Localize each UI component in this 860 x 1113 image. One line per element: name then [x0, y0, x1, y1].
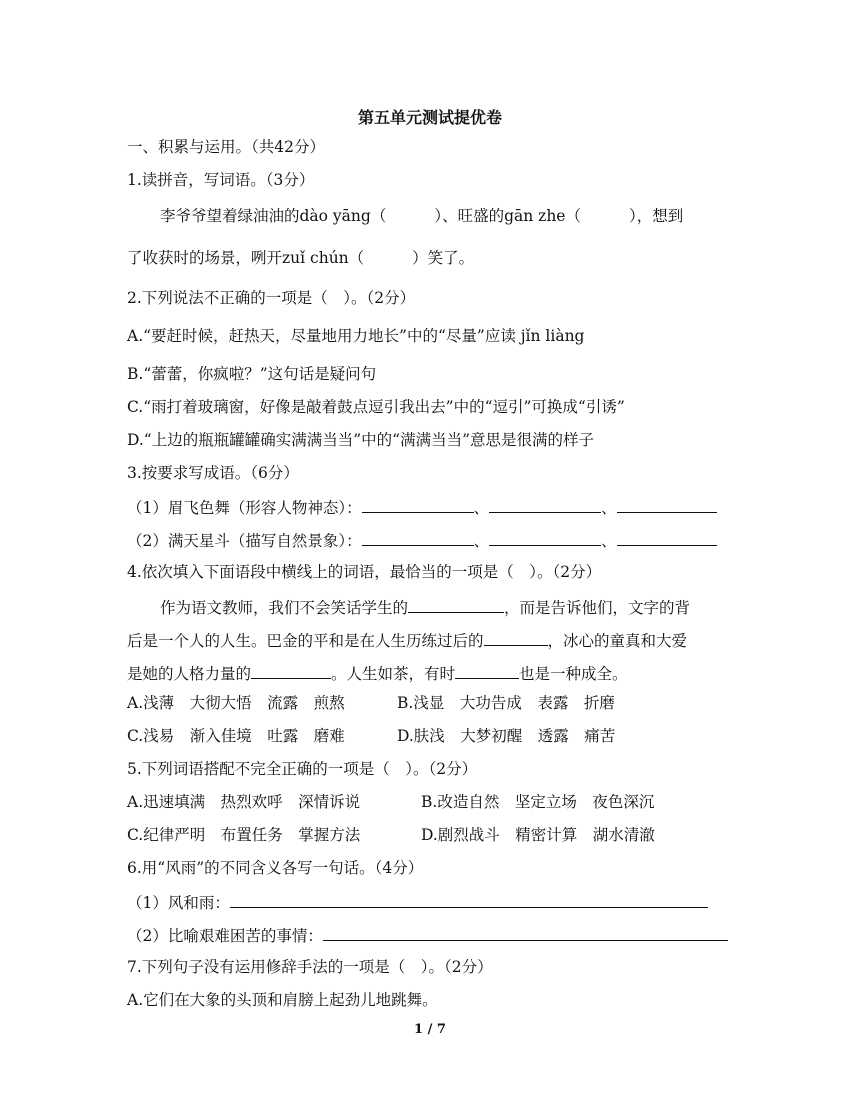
- question-1-line-2: [127, 248, 474, 268]
- q1-text-b: ）、旺盛的gān zhe（: [434, 207, 581, 225]
- q3-separator: 、: [473, 499, 490, 517]
- q4-passage-text: 。人生如茶，有时: [331, 665, 456, 683]
- q5-option-c: C.纪律严明 布置任务 掌握方法: [127, 826, 361, 844]
- question-1-line-1: [160, 206, 683, 226]
- q5-option-b: B.改造自然 坚定立场 夜色深沉: [421, 793, 655, 811]
- question-6-line-2: [127, 924, 728, 946]
- q5-option-d: D.剧烈战斗 精密计算 湖水清澈: [421, 826, 655, 844]
- q4-passage-text: 是她的人格力量的: [127, 665, 252, 683]
- q3-separator: 、: [601, 499, 617, 517]
- q4-passage-line-3: [127, 662, 628, 684]
- q3-answer-blank[interactable]: [489, 496, 601, 513]
- question-2-heading: 2.下列说法不正确的一项是（ ）。（2分）: [127, 289, 416, 307]
- q4-blank-1[interactable]: [408, 596, 504, 613]
- question-3-line-2: [127, 529, 717, 551]
- question-6-heading: 6.用“风雨”的不同含义各写一句话。（4分）: [127, 859, 424, 877]
- q3-answer-blank[interactable]: [489, 529, 601, 546]
- q3-answer-blank[interactable]: [617, 529, 717, 546]
- question-4-heading: 4.依次填入下面语段中横线上的词语，最恰当的一项是（ ）。（2分）: [127, 563, 602, 581]
- question-1-heading: 1.读拼音，写词语。（3分）: [127, 171, 315, 189]
- q4-option-b: B.浅显 大功告成 表露 折磨: [397, 694, 615, 712]
- q2-option-d: D.“上边的瓶瓶罐罐确实满满当当”中的“满满当当”意思是很满的样子: [127, 431, 595, 449]
- q1-text-a: 李爷爷望着绿油油的dào yāng（: [160, 207, 387, 225]
- q2-option-c: C.“雨打着玻璃窗，好像是敲着鼓点逗引我出去”中的“逗引”可换成“引诱”: [127, 398, 625, 416]
- question-7-heading: 7.下列句子没有运用修辞手法的一项是（ ）。（2分）: [127, 958, 493, 976]
- q7-option-a: A.它们在大象的头顶和肩膀上起劲儿地跳舞。: [127, 991, 438, 1009]
- q1-text-e: ）笑了。: [412, 249, 475, 267]
- question-3-heading: 3.按要求写成语。（6分）: [127, 464, 299, 482]
- question-3-line-1: [127, 496, 717, 518]
- q3-answer-blank[interactable]: [362, 529, 474, 546]
- q4-option-d: D.肤浅 大梦初醒 透露 痛苦: [397, 727, 616, 745]
- question-5-heading: 5.下列词语搭配不完全正确的一项是（ ）。（2分）: [127, 760, 478, 778]
- q2-option-b: B.“蕾蕾，你疯啦？”这句话是疑问句: [127, 365, 377, 383]
- q1-text-c: ），想到: [628, 207, 684, 225]
- q6-answer-blank[interactable]: [323, 924, 728, 941]
- q1-text-d: 了收获时的场景，咧开zuǐ chún（: [127, 249, 365, 267]
- q4-passage-line-1: [160, 596, 690, 618]
- question-6-line-1: [127, 891, 708, 913]
- q3-label-1: （1）眉飞色舞（形容人物神态）：: [127, 499, 362, 517]
- q3-separator: 、: [473, 532, 490, 550]
- q4-option-c: C.浅易 渐入佳境 吐露 磨难: [127, 727, 345, 745]
- q2-option-a: A.“要赶时候，赶热天，尽量地用力地长”中的“尽量”应读 jǐn liàng: [127, 327, 585, 345]
- q4-passage-text: 作为语文教师，我们不会笑话学生的: [160, 599, 409, 617]
- q3-label-2: （2）满天星斗（描写自然景象）：: [127, 532, 362, 550]
- q4-blank-4[interactable]: [455, 662, 519, 679]
- q4-passage-text: 也是一种成全。: [519, 665, 628, 683]
- q6-label-1: （1）风和雨：: [127, 894, 230, 912]
- q3-separator: 、: [601, 532, 617, 550]
- q4-passage-text: 后是一个人的人生。巴金的平和是在人生历练过后的: [127, 632, 484, 650]
- section-heading: 一、积累与运用。（共42分）: [127, 138, 325, 156]
- page-title: 第五单元测试提优卷: [357, 108, 502, 127]
- page-number: 1 / 7: [414, 1022, 446, 1037]
- q3-answer-blank[interactable]: [617, 496, 717, 513]
- q6-answer-blank[interactable]: [230, 891, 708, 908]
- q5-option-a: A.迅速填满 热烈欢呼 深情诉说: [127, 793, 361, 811]
- q4-option-a: A.浅薄 大彻大悟 流露 煎熬: [127, 694, 345, 712]
- q4-blank-2[interactable]: [484, 629, 548, 646]
- q4-passage-text: ，而是告诉他们，文字的背: [504, 599, 691, 617]
- q3-answer-blank[interactable]: [362, 496, 474, 513]
- q4-passage-line-2: [127, 629, 687, 651]
- q6-label-2: （2）比喻艰难困苦的事情：: [127, 927, 323, 945]
- q4-blank-3[interactable]: [251, 662, 331, 679]
- q4-passage-text: ，冰心的童真和大爱: [547, 632, 688, 650]
